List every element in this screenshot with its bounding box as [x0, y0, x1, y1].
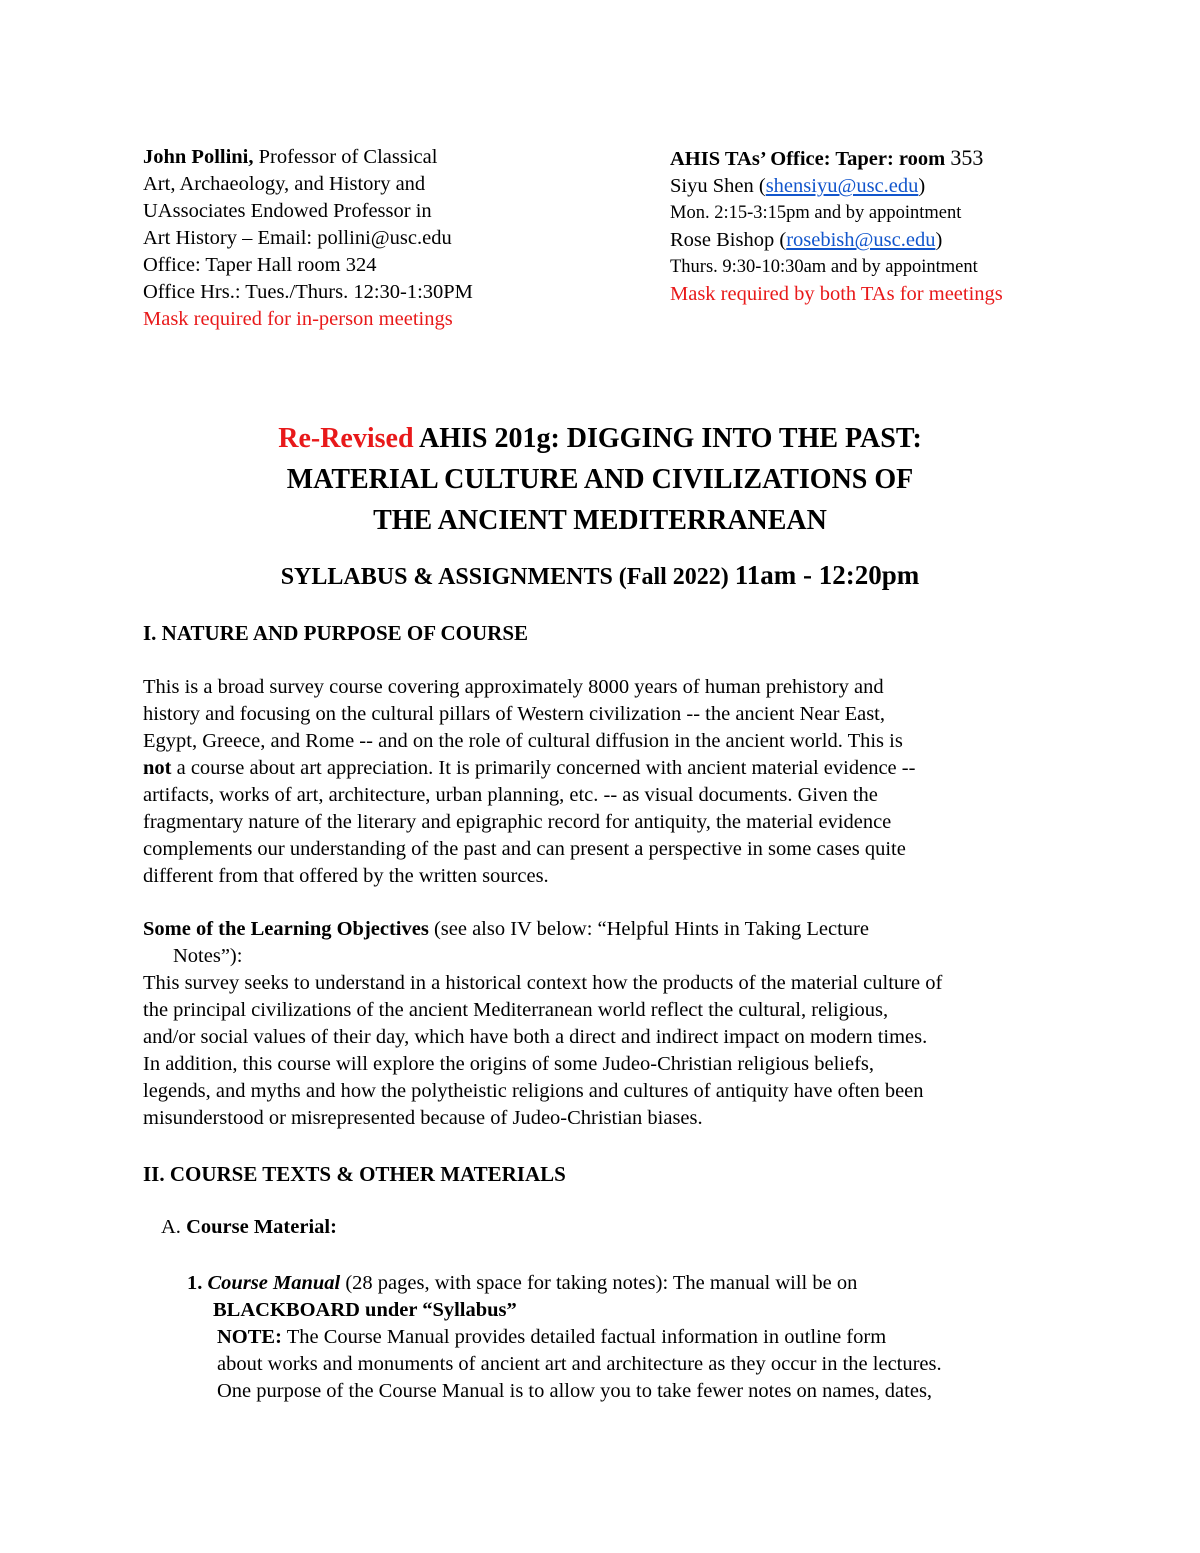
ta-office-room: 353 — [950, 145, 984, 170]
course-title-line-3: THE ANCIENT MEDITERRANEAN — [373, 505, 827, 536]
ta1-email-link[interactable]: shensiyu@usc.edu — [765, 175, 919, 197]
ta-mask-note: Mask required by both TAs for meetings — [670, 283, 1003, 305]
ta2-hours: Thurs. 9:30-10:30am and by appointment — [670, 257, 978, 277]
ta-office-line: AHIS TAs’ Office: Taper: room 353 — [670, 145, 984, 170]
objectives-label: Some of the Learning Objectives — [143, 918, 429, 940]
not-emphasis: not — [143, 757, 172, 779]
course-manual-item: 1. Course Manual (28 pages, with space for taking notes): The manual will be on BLACKBOARD under “Syllabus” NOTE: The Course Manual provides detailed factual information in outline form about works and monuments of ancient art and architecture as they occur in the lectures. One purpose of the Course Manual is to allow you to take fewer notes on names, dates, — [187, 1272, 942, 1402]
professor-hours-line: Office Hrs.: Tues./Thurs. 12:30-1:30PM — [143, 281, 473, 303]
professor-info — [143, 144, 623, 333]
ta-info — [670, 144, 1090, 308]
section-1-paragraph: This is a broad survey course covering approximately 8000 years of human prehistory and history and focusing on the cultural pillars of Western civilization -- the ancient Near East, Egypt, Greece, and Rome -- and on the role of cultural diffusion in the ancient world. This is not a course about art appreciation. It is primarily concerned with ancient material evidence -- artifacts, works of art, architecture, urban planning, etc. -- as visual documents. Given the fragmentary nature of the literary and epigraphic record for antiquity, the material evidence complements our understanding of the past and can present a perspective in some cases quite different from that offered by the written sources. — [143, 676, 916, 887]
note-label: NOTE: — [217, 1326, 282, 1348]
course-material-subheading: A. Course Material: — [161, 1216, 337, 1238]
course-title-line-1: Re-Revised AHIS 201g: DIGGING INTO THE PAST: — [278, 423, 922, 454]
course-title — [0, 418, 1200, 541]
section-2-heading: II. COURSE TEXTS & OTHER MATERIALS — [143, 1162, 566, 1186]
class-time: 11am - 12:20pm — [734, 560, 920, 590]
ta1-line: Siyu Shen (shensiyu@usc.edu) — [670, 175, 926, 197]
ta2-email-link[interactable]: rosebish@usc.edu — [786, 229, 936, 251]
section-1-heading: I. NATURE AND PURPOSE OF COURSE — [143, 621, 529, 645]
professor-line-3: UAssociates Endowed Professor in — [143, 200, 432, 222]
professor-mask-note: Mask required for in-person meetings — [143, 308, 453, 330]
professor-line-1: John Pollini, Professor of Classical — [143, 146, 438, 168]
professor-line-2: Art, Archaeology, and History and — [143, 173, 426, 195]
learning-objectives: Some of the Learning Objectives (see also IV below: “Helpful Hints in Taking Lecture Notes”): This survey seeks to understand in a historical context how the products of the material culture of the principal civilizations of the ancient Mediterranean world reflect the cultural, religious, and/or social values of their day, which have both a direct and indirect impact on modern times. In addition, this course will explore the origins of some Judeo-Christian religious beliefs, legends, and myths and how the polytheistic religions and cultures of antiquity have often been misunderstood or misrepresented because of Judeo-Christian biases. — [143, 918, 943, 1129]
professor-name: John Pollini, — [143, 146, 254, 168]
ta1-hours: Mon. 2:15-3:15pm and by appointment — [670, 203, 962, 223]
course-title-line-2: MATERIAL CULTURE AND CIVILIZATIONS OF — [286, 464, 914, 495]
ta2-line: Rose Bishop (rosebish@usc.edu) — [670, 229, 943, 251]
professor-email-line: Art History – Email: pollini@usc.edu — [143, 227, 452, 249]
professor-office-line: Office: Taper Hall room 324 — [143, 254, 377, 276]
course-manual-title: Course Manual — [207, 1272, 341, 1294]
revised-label: Re-Revised — [278, 423, 414, 454]
syllabus-subtitle: SYLLABUS & ASSIGNMENTS (Fall 2022) 11am - 12:20pm — [280, 560, 920, 590]
